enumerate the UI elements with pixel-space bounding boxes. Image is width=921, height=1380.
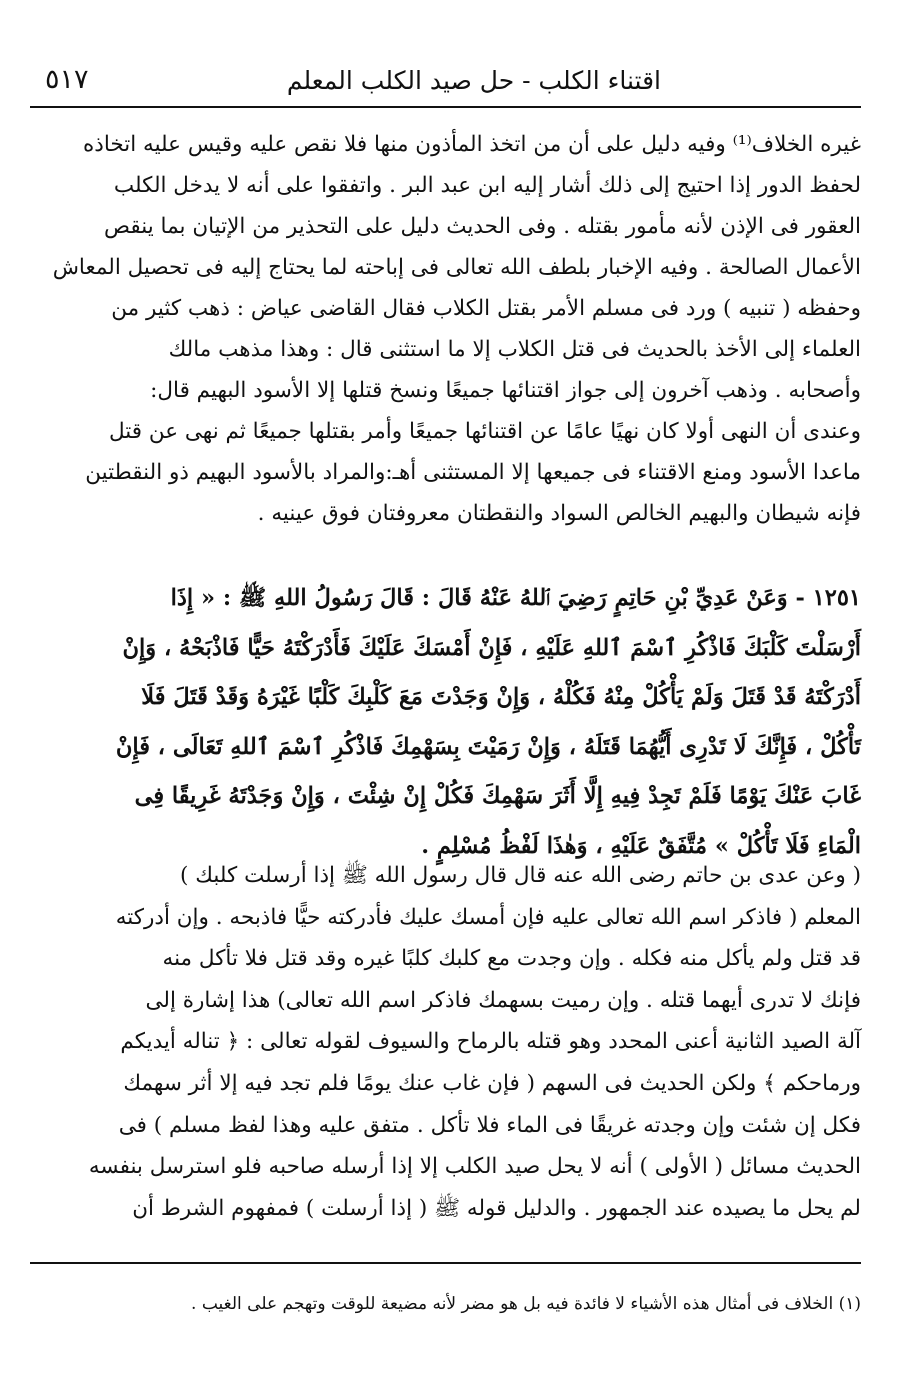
hadith-text xyxy=(30,574,861,871)
text-line: ورماحكم ﴾ ولكن الحديث فى السهم ( فإن غاب عنك يومًا فلم تجد فيه إلا أثر سهمك xyxy=(123,1070,861,1096)
running-header xyxy=(30,60,861,108)
footnote: (١) الخلاف فى أمثال هذه الأشياء لا فائدة فيه بل هو مضر لأنه مضيعة للوقت وتهجم على الغيب . xyxy=(191,1294,861,1314)
text-line: العلماء إلى الأخذ بالحديث فى قتل الكلاب إلا ما استثنى قال : وهذا مذهب مالك xyxy=(168,337,861,362)
chapter-title: اقتناء الكلب - حل صيد الكلب المعلم xyxy=(286,66,661,95)
text-line: المعلم ( فاذكر اسم الله تعالى عليه فإن أمسك عليك فأدركته حيًّا فاذبحه . وإن أدركته xyxy=(115,904,861,930)
text-line: الأعمال الصالحة . وفيه الإخبار بلطف الله تعالى فى إباحته لما يحتاج إليه فى تحصيل المعاش xyxy=(52,255,861,280)
hadith-line: ١٢٥١ - وَعَنْ عَدِيِّ بْنِ حَاتِمٍ رَضِيَ ٱللهُ عَنْهُ قَالَ : قَالَ رَسُولُ اللهِ ﷺ : « إِذَا xyxy=(170,585,861,611)
text-line: لم يحل ما يصيده عند الجمهور . والدليل قوله ﷺ ( إذا أرسلت ) فمفهوم الشرط أن xyxy=(132,1195,861,1221)
hadith-line: الْمَاءِ فَلَا تَأْكُلْ » مُتَّفَقٌ عَلَيْهِ ، وَهٰذَا لَفْظُ مُسْلِمٍ . xyxy=(421,832,861,859)
text-line: الحديث مسائل ( الأولى ) أنه لا يحل صيد الكلب إلا إذا أرسله صاحبه فلو استرسل بنفسه xyxy=(88,1154,861,1180)
hadith-line: تَأْكُلْ ، فَإِنَّكَ لَا تَدْرِى أَيُّهُمَا قَتَلَهُ ، وَإِنْ رَمَيْتَ بِسَهْمِكَ فَاذْكُرِ ٱسْمَ ٱللهِ تَعَالَى ، فَإِنْ xyxy=(115,733,861,760)
text-line: قد قتل ولم يأكل منه فكله . وإن وجدت مع كلبك كلبًا غيره وقد قتل فلا تأكل منه xyxy=(162,946,861,972)
page-number: ٥١٧ xyxy=(45,64,89,95)
commentary-paragraph-top xyxy=(30,124,861,534)
hadith-line: أَرْسَلْتَ كَلْبَكَ فَاذْكُرِ ٱسْمَ ٱللهِ عَلَيْهِ ، فَإِنْ أَمْسَكَ عَلَيْكَ فَأَدْرَكْتَهُ حَيًّا فَاذْبَحْهُ ، وَإِنْ xyxy=(122,634,861,661)
text-line: فإنه شيطان والبهيم الخالص السواد والنقطتان معروفتان فوق عينيه . xyxy=(257,501,861,526)
text-line: وعندى أن النهى أولا كان نهيًا عامًا عن اقتنائها جميعًا وأمر بقتلها جميعًا ثم نهى عن قتل xyxy=(108,419,861,444)
text-line: لحفظ الدور إذا احتيج إلى ذلك أشار إليه ابن عبد البر . واتفقوا على أنه لا يدخل الكلب xyxy=(113,173,861,198)
text-line: غيره الخلاف⁽¹⁾ وفيه دليل على أن من اتخذ المأذون منها فلا نقص عليه وقيس عليه اتخاذه xyxy=(82,132,861,157)
text-line: فكل إن شئت وإن وجدته غريقًا فى الماء فلا تأكل . متفق عليه وهذا لفظ مسلم ) فى xyxy=(118,1112,861,1138)
hadith-line: غَابَ عَنْكَ يَوْمًا فَلَمْ تَجِدْ فِيهِ إِلَّا أَثَرَ سَهْمِكَ فَكُلْ إِنْ شِئْتَ ، وَإِنْ وَجَدْتَهُ غَرِيقًا فِى xyxy=(134,783,861,809)
text-line: وحفظه ( تنبيه ) ورد فى مسلم الأمر بقتل الكلاب فقال القاضى عياض : ذهب كثير من xyxy=(111,296,861,321)
text-line: فإنك لا تدرى أيهما قتله . وإن رميت بسهمك فاذكر اسم الله تعالى) هذا إشارة إلى xyxy=(145,987,861,1013)
text-line: آلة الصيد الثانية أعنى المحدد وهو قتله بالرماح والسيوف لقوله تعالى : ﴿ تناله أيديكم xyxy=(120,1029,861,1055)
footnote-divider xyxy=(30,1262,861,1264)
text-line: وأصحابه . وذهب آخرون إلى جواز اقتنائها جميعًا ونسخ قتلها إلا الأسود البهيم قال: xyxy=(150,378,861,403)
commentary-paragraph-bottom xyxy=(30,855,861,1229)
text-line: ( وعن عدى بن حاتم رضى الله عنه قال قال رسول الله ﷺ إذا أرسلت كلبك ) xyxy=(180,863,861,888)
text-line: العقور فى الإذن لأنه مأمور بقتله . وفى الحديث دليل على التحذير من الإتيان بما ينقص xyxy=(104,214,861,239)
text-line: ماعدا الأسود ومنع الاقتناء فى جميعها إلا المستثنى أهـ:والمراد بالأسود البهيم ذو النقطتين xyxy=(85,460,861,485)
hadith-line: أَدْرَكْتَهُ قَدْ قَتَلَ وَلَمْ يَأْكُلْ مِنْهُ فَكُلْهُ ، وَإِنْ وَجَدْتَ مَعَ كَلْبِكَ كَلْبًا غَيْرَهُ وَقَدْ قَتَلَ فَلَا xyxy=(141,684,861,710)
